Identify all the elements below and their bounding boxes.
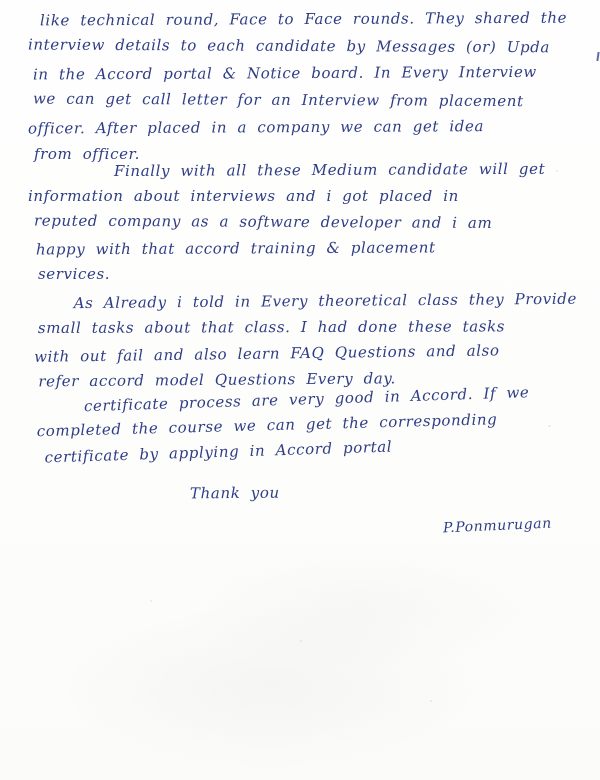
handwritten-line: refer accord model Questions Every day. [38, 369, 396, 391]
scan-speck [548, 425, 551, 427]
handwritten-line: from officer. [34, 145, 141, 163]
handwritten-line: we can get call letter for an Interview from placement [32, 89, 524, 111]
handwritten-line: officer. After placed in a company we can get idea [27, 117, 485, 138]
scan-speck [430, 700, 432, 702]
handwritten-line: reputed company as a software developer and i am [33, 211, 493, 232]
handwritten-line: with out fail and also learn FAQ Questions and also [34, 341, 500, 366]
scan-speck [300, 640, 302, 642]
handwritten-line: As Already i told in Every theoretical class they Provide [73, 289, 577, 313]
handwritten-line: completed the course we can get the corresponding [36, 410, 498, 441]
cut-off-ink-mark [596, 52, 599, 61]
handwritten-line: certificate by applying in Accord portal [44, 437, 393, 467]
signature: P.Ponmurugan [442, 515, 553, 537]
closing-text: Thank you [189, 483, 280, 503]
handwritten-line: services. [38, 265, 111, 283]
paragraph-1 [28, 6, 596, 168]
scan-speck [556, 170, 558, 172]
handwritten-line: Finally with all these Medium candidate will get [113, 159, 546, 181]
handwritten-line: certificate process are very good in Accord. If we [83, 383, 530, 416]
handwritten-line: small tasks about that class. I had done these tasks [37, 317, 506, 337]
scan-speck [150, 600, 152, 602]
handwritten-line: information about interviews and i got placed in [28, 187, 459, 205]
handwritten-line: happy with that accord training & placement [35, 238, 436, 259]
handwritten-line: in the Accord portal & Notice board. In Every Interview [32, 62, 537, 84]
paragraph-3 [28, 286, 597, 395]
handwritten-line: interview details to each candidate by Messages (or) Upda [27, 35, 550, 57]
paragraph-2 [28, 157, 596, 287]
handwritten-line: like technical round, Face to Face rounds. They shared the [39, 8, 568, 30]
